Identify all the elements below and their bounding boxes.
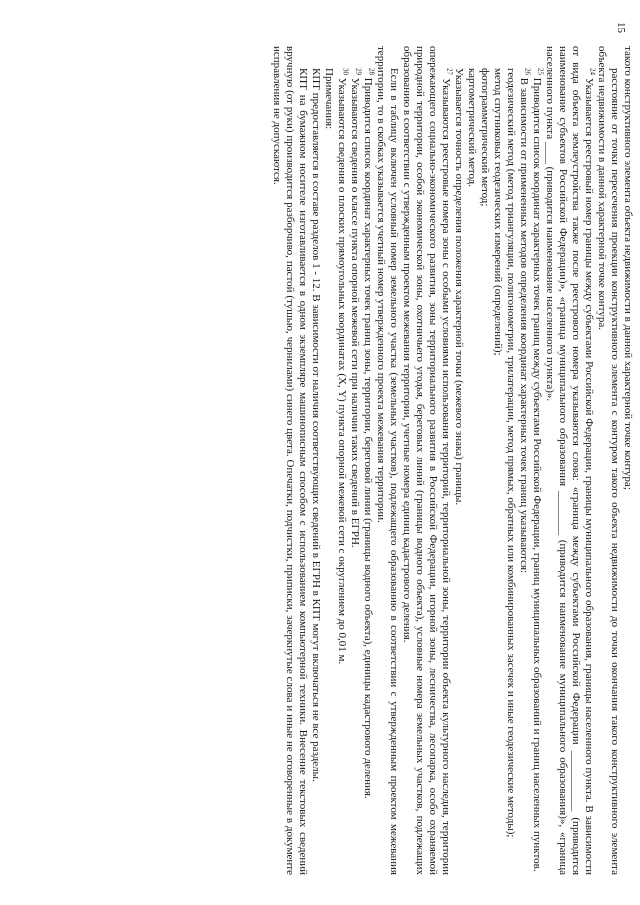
note-sections: КПТ предоставляется в составе разделов 1 - 12. В зависимости от наличия соответствующих сведений в ЕГРН в КПТ могут включаться не все разделы.	[310, 68, 322, 782]
footnote-text: Приводится список координат характерных точек границ зоны, территории, береговой линии (границы водного объекта), единицы кадастрового деления.	[362, 77, 374, 799]
footnote-marker: 26	[523, 68, 532, 75]
document-body	[50, 38, 640, 883]
paragraph-contour-1: такого конструктивного элемента объекта недвижимости в данной характерной точке контура;	[622, 46, 634, 490]
note-paper-copy: КПТ на бумажном носителе изготавливается в одном экземпляре машинописным способом с использованием компьютерной техники. Внесение текстовых сведений вручную (от руки) производится разборчиво, пастой (тушью, чернилами) синего цвета. Опечатки, подчистки, приписки, зачеркнутые слова и иные не оговоренные в документе исправления не допускаются.	[271, 46, 309, 875]
footnote-marker: 28	[367, 68, 376, 75]
notes-heading: Примечания:	[323, 68, 335, 130]
page-number: 15	[615, 21, 627, 33]
footnote-text: В зависимости от примененных методов определения координат характерных точек границ указываются:	[518, 77, 530, 574]
method-photogrammetric: фотограмметрический метод;	[479, 68, 491, 207]
footnote-28	[361, 46, 374, 875]
footnote-text: Указываются реестровые номера зоны с особыми условиями использования территорий, территориальной зоны, территории объекта культурного наследия, территории опережающего социально-экономического развития, зоны территориального развития в Российской Федерации, игорной зоны, лесничества, лесопарка, особо охраняемой природной территории, особой экономической зоны, охотничьего угодья, береговых линий (границы водного объекта), условные номера земельных участков, подлежащих образованию в соответствии с утвержденным проектом межевания территории, учетные номера единиц кадастрового деления.	[401, 46, 452, 876]
footnote-text: Указывается реестровый номер границы между субъектами Российской Федерации, границы муниципального образования, границы населенного пункта. В зависимости от вида объекта землеустройства также после реестрового номера указываются слова: «граница между субъектами Российской Федерации ___________ (приводится наименование субъектов Российской Федерации)», «граница муниципального образования ________ (приводится наименование муниципального образования)», «граница населенного пункта ____ (приводится наименование населенного пункта)».	[544, 46, 595, 875]
footnote-24	[543, 46, 595, 875]
footnote-29	[348, 46, 361, 875]
paragraph-contour-2: расстояние от точки пересечения проекции конструктивного элемента с контуром такого объекта недвижимости до точки окончания такого конструктивного элемента объекта недвижимости в данной характерной точке контура.	[596, 46, 621, 875]
method-cartometric: картометрический метод.	[466, 68, 478, 188]
footnote-26	[517, 46, 530, 875]
footnote-marker: 29	[354, 68, 363, 75]
footnote-marker: 24	[588, 68, 597, 75]
method-satellite: метод спутниковых геодезических измерений (определений);	[492, 68, 504, 356]
footnote-25	[530, 46, 543, 875]
method-geodetic: геодезический метод (метод триангуляции, полигонометрии, трилатерации, метод прямых, обратных или комбинированных засечек и иные геодезические методы);	[505, 68, 517, 838]
footnote-text: Указываются сведения о плоских прямоугольных координатах (X, Y) пункта опорной межевой сети с округлением до 0,01 м.	[336, 77, 348, 665]
footnote-text: Приводится список координат характерных точек границ между субъектами Российской Федерации, границ муниципальных образований и границ населенных пунктов.	[531, 77, 543, 872]
paragraph-accuracy: Указывается точность определения положения характерной точки (межевого знака) границы.	[453, 68, 465, 506]
footnote-text: Указываются сведения о классе пункта опорной межевой сети при наличии таких сведений в ЕГРН.	[349, 77, 361, 548]
footnote-27	[400, 46, 452, 875]
footnote-30	[335, 46, 348, 875]
footnote-marker: 25	[536, 68, 545, 75]
footnote-marker: 27	[445, 68, 454, 75]
footnote-marker: 30	[341, 68, 350, 75]
paragraph-conditional-number: Если в таблицу включен условный номер земельного участка (земельных участков), подлежащего образованию в соответствии с утвержденным проектом межевания территории, то в скобках указывается учетный номер утвержденного проекта межевания территории.	[375, 46, 400, 875]
